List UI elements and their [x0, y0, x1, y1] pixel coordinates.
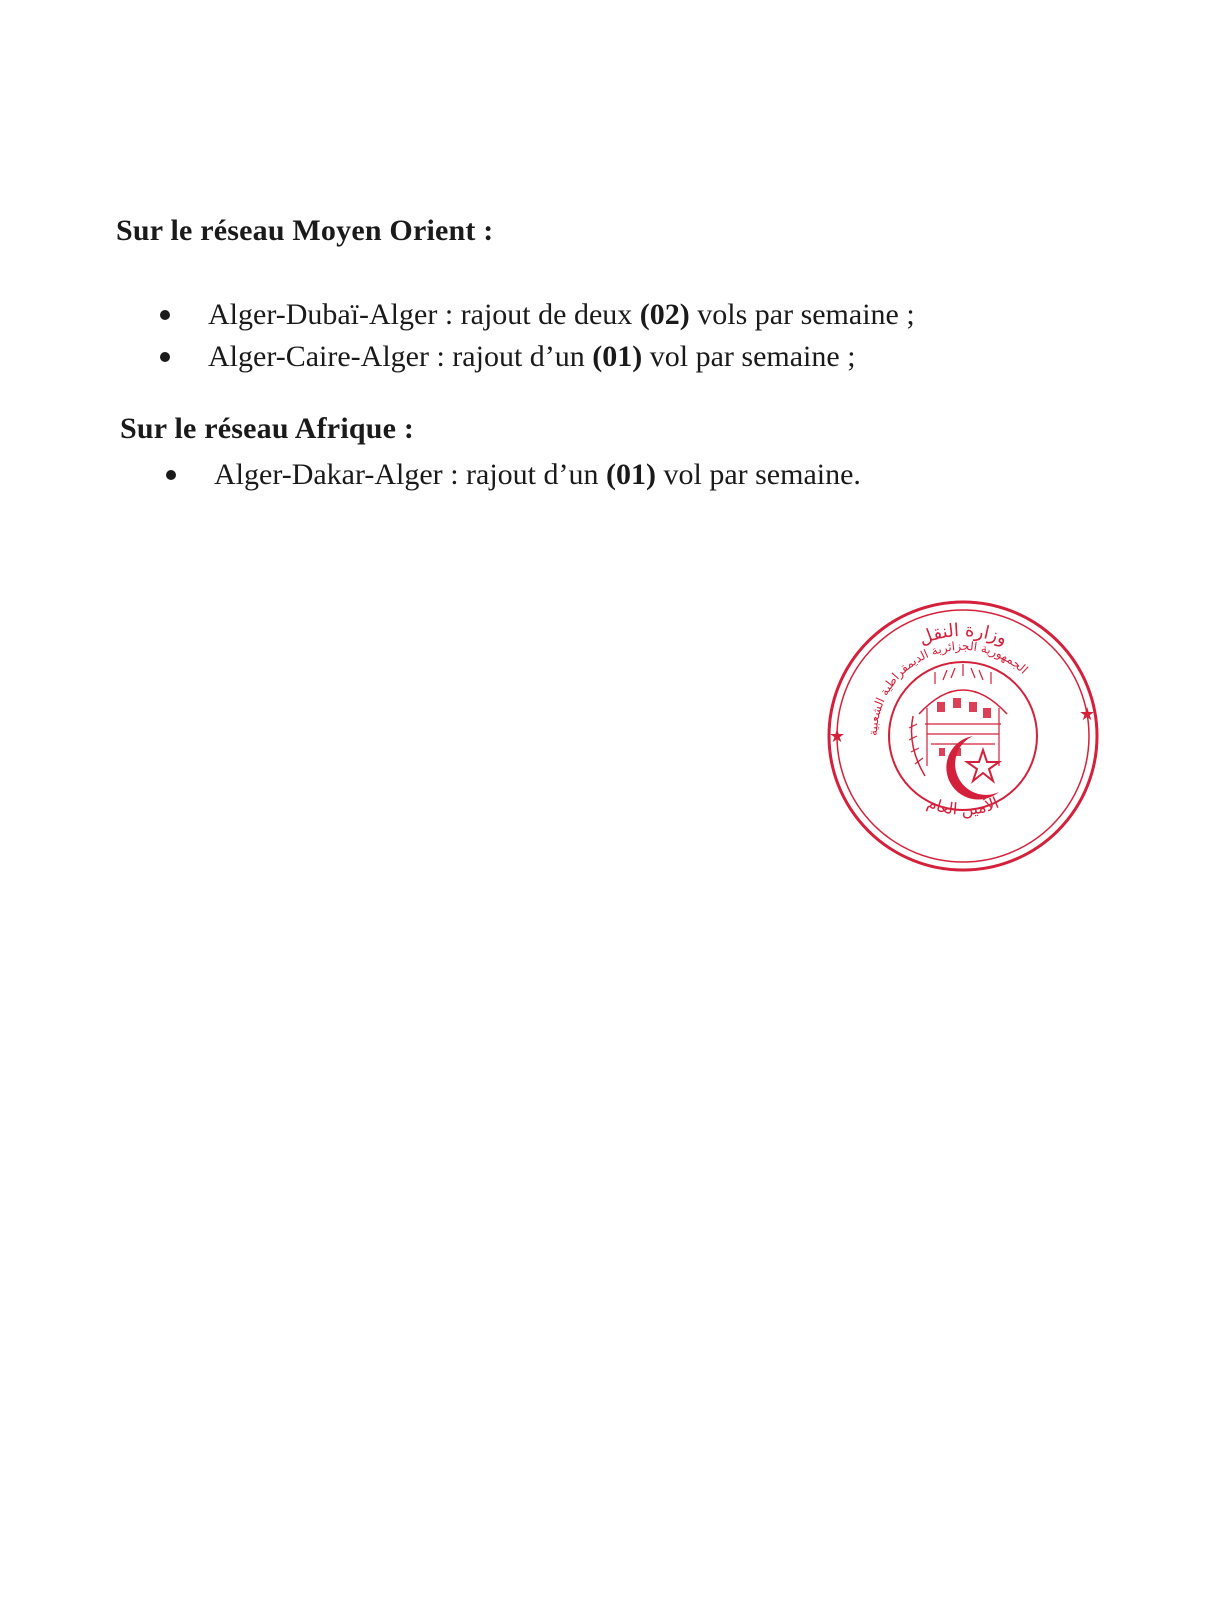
flight-count: (01)	[592, 340, 643, 373]
section-heading-middle-east: Sur le réseau Moyen Orient :	[116, 214, 494, 247]
bullet-icon	[166, 470, 176, 480]
africa-route-list	[166, 454, 861, 496]
svg-text:الأمين العام	[925, 793, 1002, 820]
route-name: Alger-Dakar-Alger	[214, 458, 443, 491]
section-heading-africa: Sur le réseau Afrique :	[120, 412, 415, 445]
official-stamp	[823, 596, 1103, 876]
route-text: vol par semaine ;	[642, 340, 856, 373]
route-text: vols par semaine ;	[689, 298, 915, 331]
stamp-star-left: ★	[829, 726, 846, 747]
stamp-star-right: ★	[1079, 704, 1096, 725]
route-text: : rajout d’un	[442, 458, 606, 491]
middle-east-route-list	[160, 294, 915, 378]
list-item	[160, 336, 915, 378]
bullet-icon	[160, 310, 170, 320]
stamp-top-text: وزارة النقل	[916, 619, 1011, 650]
route-text: : rajout de deux	[437, 298, 640, 331]
list-item	[160, 294, 915, 336]
stamp-bottom-text: الأمين العام	[924, 792, 1002, 819]
flight-count: (02)	[639, 298, 690, 331]
flight-count: (01)	[606, 458, 656, 491]
list-item	[166, 454, 861, 496]
route-text: vol par semaine.	[655, 458, 861, 491]
stamp-ring-text: الجمهورية الجزائرية الديمقراطية الشعبية	[865, 638, 1031, 737]
emblem-icon	[909, 664, 1007, 800]
route-text: : rajout d’un	[428, 340, 593, 373]
route-name: Alger-Dubaï-Alger	[208, 298, 438, 331]
route-name: Alger-Caire-Alger	[208, 340, 429, 373]
bullet-icon	[160, 352, 170, 362]
